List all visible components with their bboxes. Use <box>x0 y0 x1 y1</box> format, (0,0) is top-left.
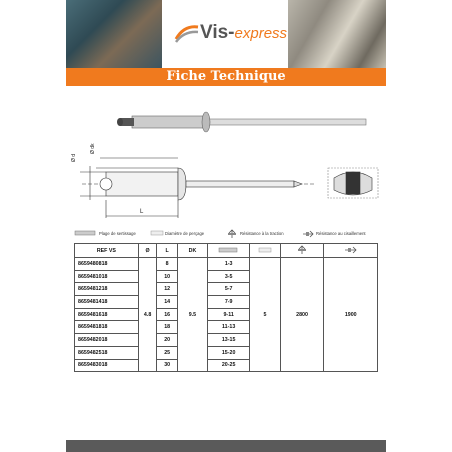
rivet-section-view <box>80 158 316 218</box>
brand-name: Vis-express <box>200 22 288 43</box>
datasheet-page <box>66 0 386 452</box>
hole-diameter-icon <box>258 246 272 254</box>
dim-dk-label: Ø dk <box>90 143 96 154</box>
col-tensile <box>280 244 324 258</box>
table-row: 8659482018 20 13-15 <box>75 334 378 347</box>
legend-shear: Résistance au cisaillement <box>316 231 366 236</box>
dk-value: 9.5 <box>177 258 207 372</box>
diameter-value: 4.8 <box>138 258 157 372</box>
col-length: L <box>157 244 177 258</box>
page-title: Fiche Technique <box>66 68 386 86</box>
header <box>66 0 386 68</box>
table-header-row <box>75 244 378 258</box>
legend <box>74 229 384 241</box>
col-ref: REF VS <box>75 244 139 258</box>
shear-value: 1900 <box>324 258 378 372</box>
table-row: 8659481218 12 5-7 <box>75 283 378 296</box>
legend-hole: Diamètre de perçage <box>165 231 205 236</box>
swoosh-icon <box>174 23 200 43</box>
shear-icon <box>302 229 314 239</box>
hole-diameter-icon <box>150 229 164 237</box>
table-row: 8659481818 18 11-13 <box>75 321 378 334</box>
col-diameter: Ø <box>138 244 157 258</box>
table-row: 8659482518 25 15-20 <box>75 346 378 359</box>
tensile-value: 2800 <box>280 258 324 372</box>
tensile-icon <box>296 245 308 255</box>
col-hole <box>250 244 280 258</box>
grip-range-icon <box>218 246 240 254</box>
table-row: 8659481018 10 3-5 <box>75 270 378 283</box>
rivet-drawing <box>66 96 386 226</box>
legend-tensile: Résistance à la traction <box>240 231 284 236</box>
dim-d-label: Ø d <box>71 153 77 162</box>
legend-grip: Plage de sertissage <box>99 231 136 236</box>
brand-logo <box>174 22 287 44</box>
table-row: 8659481418 14 7-9 <box>75 296 378 309</box>
col-shear <box>324 244 378 258</box>
hole-value: 5 <box>250 258 280 372</box>
shear-icon <box>344 245 358 255</box>
dim-l-label: L <box>140 209 144 215</box>
rivet-side-view <box>117 112 366 132</box>
table-row: 8659483018 30 20-25 <box>75 359 378 372</box>
col-dk: DK <box>177 244 207 258</box>
installed-detail <box>328 168 378 198</box>
table-row: 8659481618 16 9-11 <box>75 308 378 321</box>
col-grip <box>208 244 250 258</box>
grip-range-icon <box>74 229 98 237</box>
spec-table <box>74 243 378 372</box>
table-row: 8659480818 4.8 8 9.5 1-3 5 2800 1900 <box>75 258 378 271</box>
tensile-icon <box>226 229 238 239</box>
footer-bar <box>66 440 386 452</box>
tools-photo <box>66 0 162 68</box>
screws-photo <box>288 0 386 68</box>
